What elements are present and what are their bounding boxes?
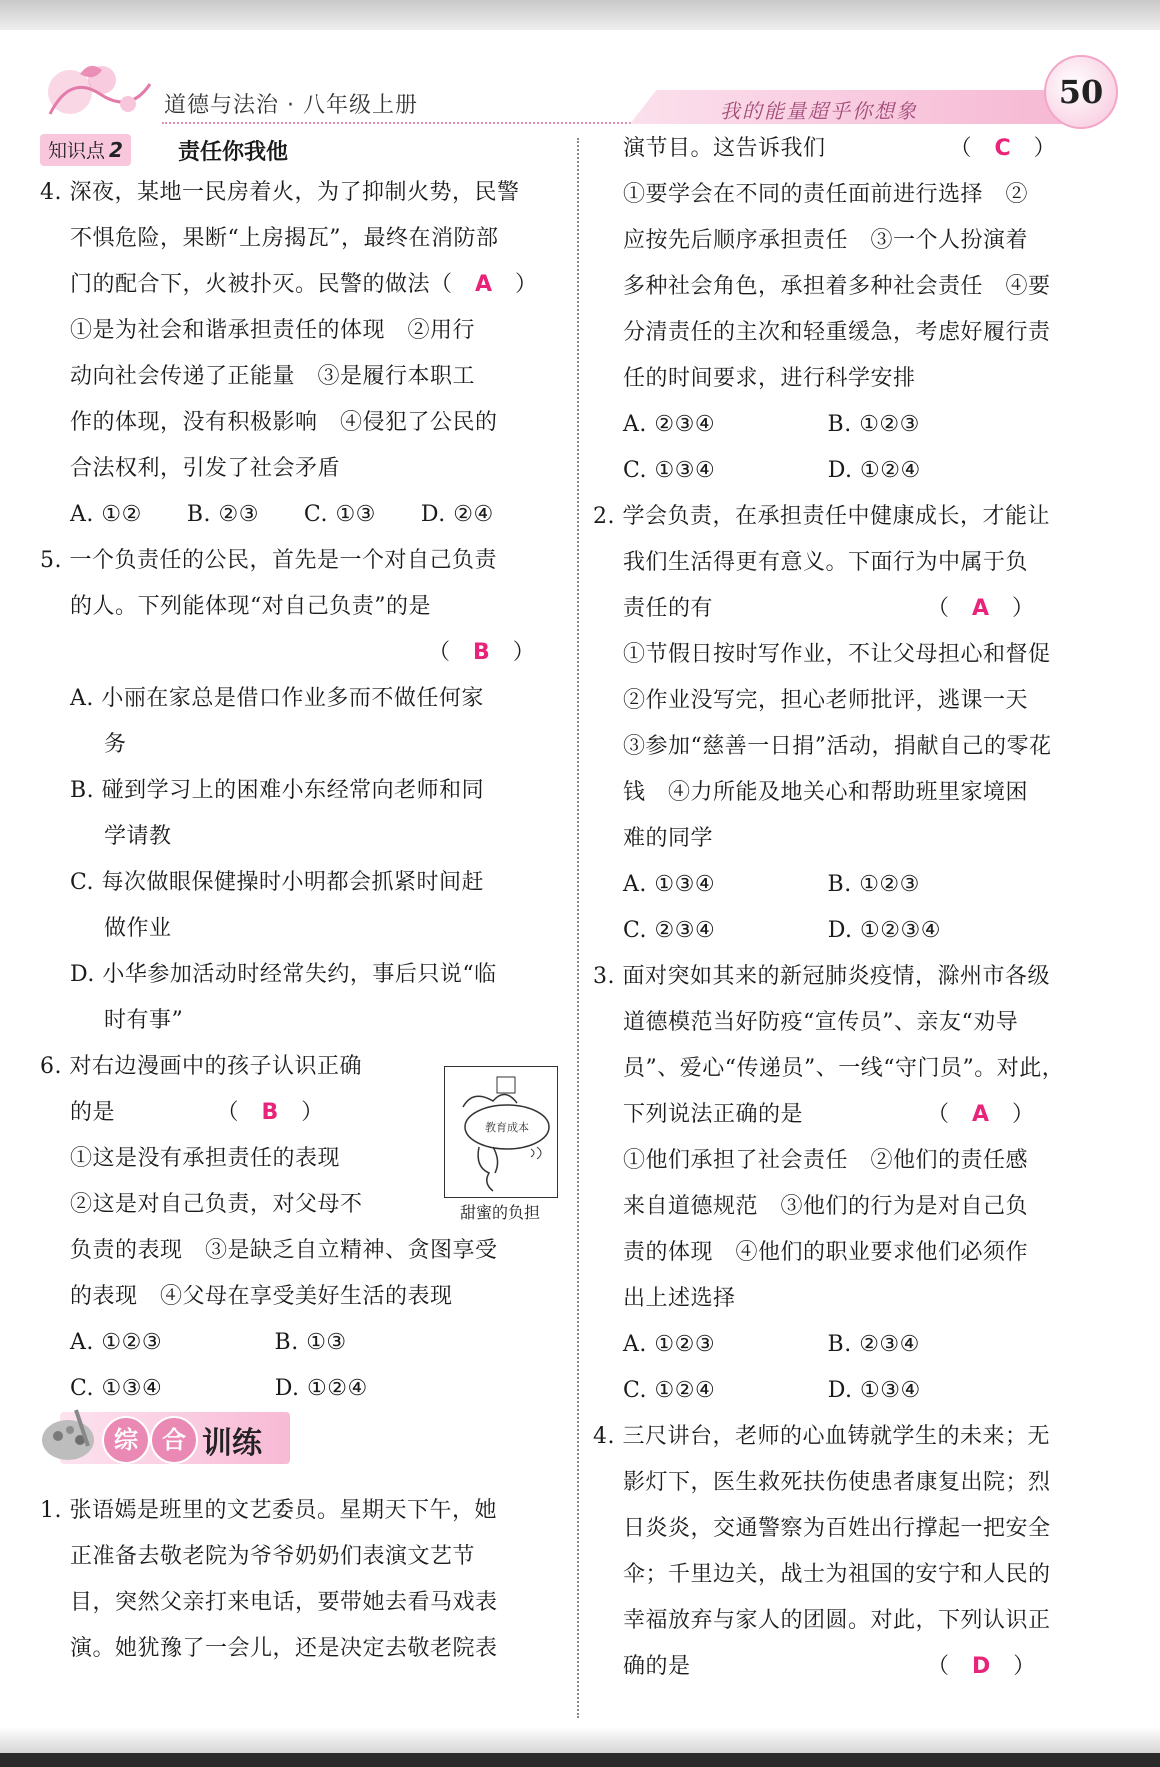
text-line: 不惧危险，果断“上房揭瓦”，最终在消防部 <box>70 226 499 251</box>
answer-letter: B <box>473 640 491 665</box>
text-line: 确的是 （ D ） <box>623 1654 1036 1679</box>
text-line: 动向社会传递了正能量 ③是履行本职工 <box>70 364 476 389</box>
tag-number: 2 <box>109 138 123 162</box>
text-line: C. ①③④ D. ①②④ <box>70 1376 368 1401</box>
header-dotted-line <box>162 122 682 124</box>
text-line: 员”、爱心“传递员”、一线“守门员”。对此， <box>623 1056 1065 1081</box>
text-line: 4. 深夜，某地一民房着火，为了抑制火势，民警 <box>40 180 520 205</box>
text-line: ③参加“慈善一日捐”活动，捐献自己的零花 <box>623 734 1052 759</box>
banner-char-1: 综 <box>102 1416 150 1464</box>
text-line: 的人。下列能体现“对自己负责”的是 <box>70 594 431 619</box>
answer-letter: A <box>475 272 493 297</box>
book-title: 道德与法治 · 八年级上册 <box>164 93 418 118</box>
text-line: 应按先后顺序承担责任 ③一个人扮演着 <box>623 228 1029 253</box>
workbook-page <box>40 50 1120 1740</box>
text-line: ①他们承担了社会责任 ②他们的责任感 <box>623 1148 1029 1173</box>
text-line: A. ①③④ B. ①②③ <box>623 872 920 897</box>
text-line: A. ①②③ B. ②③④ <box>623 1332 920 1357</box>
header-motto: 我的能量超乎你想象 <box>720 99 918 123</box>
text-line: 的是 （ B ） <box>70 1100 324 1125</box>
text-line: D. 小华参加活动时经常失约，事后只说“临 <box>70 962 497 987</box>
text-line: ①要学会在不同的责任面前进行选择 ② <box>623 182 1029 207</box>
text-line: A. ①② B. ②③ C. ①③ D. ②④ <box>70 502 494 527</box>
text-line: ①节假日按时写作业，不让父母担心和督促 <box>623 642 1051 667</box>
text-line: 责任的有 （ A ） <box>623 596 1035 621</box>
text-line: 钱 ④力所能及地关心和帮助班里家境困 <box>623 780 1029 805</box>
text-line: 影灯下，医生救死扶伤使患者康复出院；烈 <box>623 1470 1051 1495</box>
text-line: A. ②③④ B. ①②③ <box>623 412 920 437</box>
page-number: 50 <box>1044 55 1118 129</box>
text-line: 来自道德规范 ③他们的行为是对自己负 <box>623 1194 1029 1219</box>
answer-letter: A <box>972 1102 990 1127</box>
text-line: A. 小丽在家总是借口作业多而不做任何家 <box>70 686 484 711</box>
text-line: 合法权利，引发了社会矛盾 <box>70 456 341 481</box>
text-line: A. ①②③ B. ①③ <box>70 1330 347 1355</box>
text-line: 作的体现，没有积极影响 ④侵犯了公民的 <box>70 410 498 435</box>
text-line: 分清责任的主次和轻重缓急，考虑好履行责 <box>623 320 1051 345</box>
text-line: 负责的表现 ③是缺乏自立精神、贪图享受 <box>70 1238 498 1263</box>
text-line: B. 碰到学习上的困难小东经常向老师和同 <box>70 778 485 803</box>
text-line: 伞；千里边关，战士为祖国的安宁和人民的 <box>623 1562 1051 1587</box>
text-line: 日炎炎，交通警察为百姓出行撑起一把安全 <box>623 1516 1051 1541</box>
text-line: 学请教 <box>104 824 172 849</box>
text-line: 下列说法正确的是 （ A ） <box>623 1102 1035 1127</box>
text-line: C. ②③④ D. ①②③④ <box>623 918 941 943</box>
text-line: 难的同学 <box>623 826 714 851</box>
text-line: 做作业 <box>104 916 172 941</box>
answer-letter: B <box>261 1100 279 1125</box>
text-line: C. ①②④ D. ①③④ <box>623 1378 921 1403</box>
text-line: 演节目。这告诉我们 （ C ） <box>623 136 1057 161</box>
cartoon-sign: 教育成本 <box>485 1121 529 1134</box>
page-header <box>40 50 1120 128</box>
text-line: 出上述选择 <box>623 1286 736 1311</box>
bottom-bar <box>0 1753 1160 1767</box>
text-line: 6. 对右边漫画中的孩子认识正确 <box>40 1054 362 1079</box>
text-line: 2. 学会负责，在承担责任中健康成长，才能让 <box>593 504 1050 529</box>
text-line: 我们生活得更有意义。下面行为中属于负 <box>623 550 1029 575</box>
floral-ornament-icon <box>40 54 160 128</box>
text-line: ②作业没写完，担心老师批评，逃课一天 <box>623 688 1029 713</box>
text-line: 1. 张语嫣是班里的文艺委员。星期天下午，她 <box>40 1498 497 1523</box>
text-line: ①是为社会和谐承担责任的体现 ②用行 <box>70 318 476 343</box>
knowledge-point-tag <box>40 134 131 166</box>
cartoon-drawing-icon <box>445 1067 557 1197</box>
text-line: C. 每次做眼保健操时小明都会抓紧时间赶 <box>70 870 485 895</box>
text-line: 多种社会角色，承担着多种社会责任 ④要 <box>623 274 1051 299</box>
cartoon-caption: 甜蜜的负担 <box>459 1203 540 1222</box>
text-line: 正准备去敬老院为爷爷奶奶们表演文艺节 <box>70 1544 476 1569</box>
column-divider <box>577 138 579 1718</box>
section-title: 责任你我他 <box>178 140 289 165</box>
text-line: 演。她犹豫了一会儿，还是决定去敬老院表 <box>70 1636 498 1661</box>
answer-letter: A <box>972 596 990 621</box>
answer-letter: C <box>994 136 1012 161</box>
text-line: 道德模范当好防疫“宣传员”、亲友“劝导 <box>623 1010 1019 1035</box>
text-line: 务 <box>104 732 127 757</box>
text-line: ①这是没有承担责任的表现 <box>70 1146 341 1171</box>
text-line: 的表现 ④父母在享受美好生活的表现 <box>70 1284 453 1309</box>
text-line: 5. 一个负责任的公民，首先是一个对自己负责 <box>40 548 497 573</box>
text-line: （ B ） <box>428 640 536 665</box>
text-line: 4. 三尺讲台，老师的心血铸就学生的未来；无 <box>593 1424 1050 1449</box>
banner-char-2: 合 <box>150 1416 198 1464</box>
tag-label: 知识点 <box>48 140 106 162</box>
text-line: 幸福放弃与家人的团圆。对此，下列认识正 <box>623 1608 1051 1633</box>
comprehensive-training-banner <box>40 1400 290 1470</box>
text-line: 门的配合下，火被扑灭。民警的做法（ A ） <box>70 272 538 297</box>
answer-letter: D <box>972 1654 991 1679</box>
text-line: ②这是对自己负责，对父母不 <box>70 1192 363 1217</box>
text-line: 任的时间要求，进行科学安排 <box>623 366 916 391</box>
text-line: 责的体现 ④他们的职业要求他们必须作 <box>623 1240 1029 1265</box>
banner-text: 训练 <box>202 1426 262 1461</box>
text-line: C. ①③④ D. ①②④ <box>623 458 921 483</box>
palette-icon <box>40 1406 100 1466</box>
cartoon-image <box>444 1066 558 1198</box>
text-line: 时有事” <box>104 1008 184 1033</box>
top-shadow-bar <box>0 0 1160 30</box>
bottom-shadow <box>0 1727 1160 1753</box>
text-line: 目，突然父亲打来电话，要带她去看马戏表 <box>70 1590 498 1615</box>
text-line: 3. 面对突如其来的新冠肺炎疫情，滁州市各级 <box>593 964 1050 989</box>
